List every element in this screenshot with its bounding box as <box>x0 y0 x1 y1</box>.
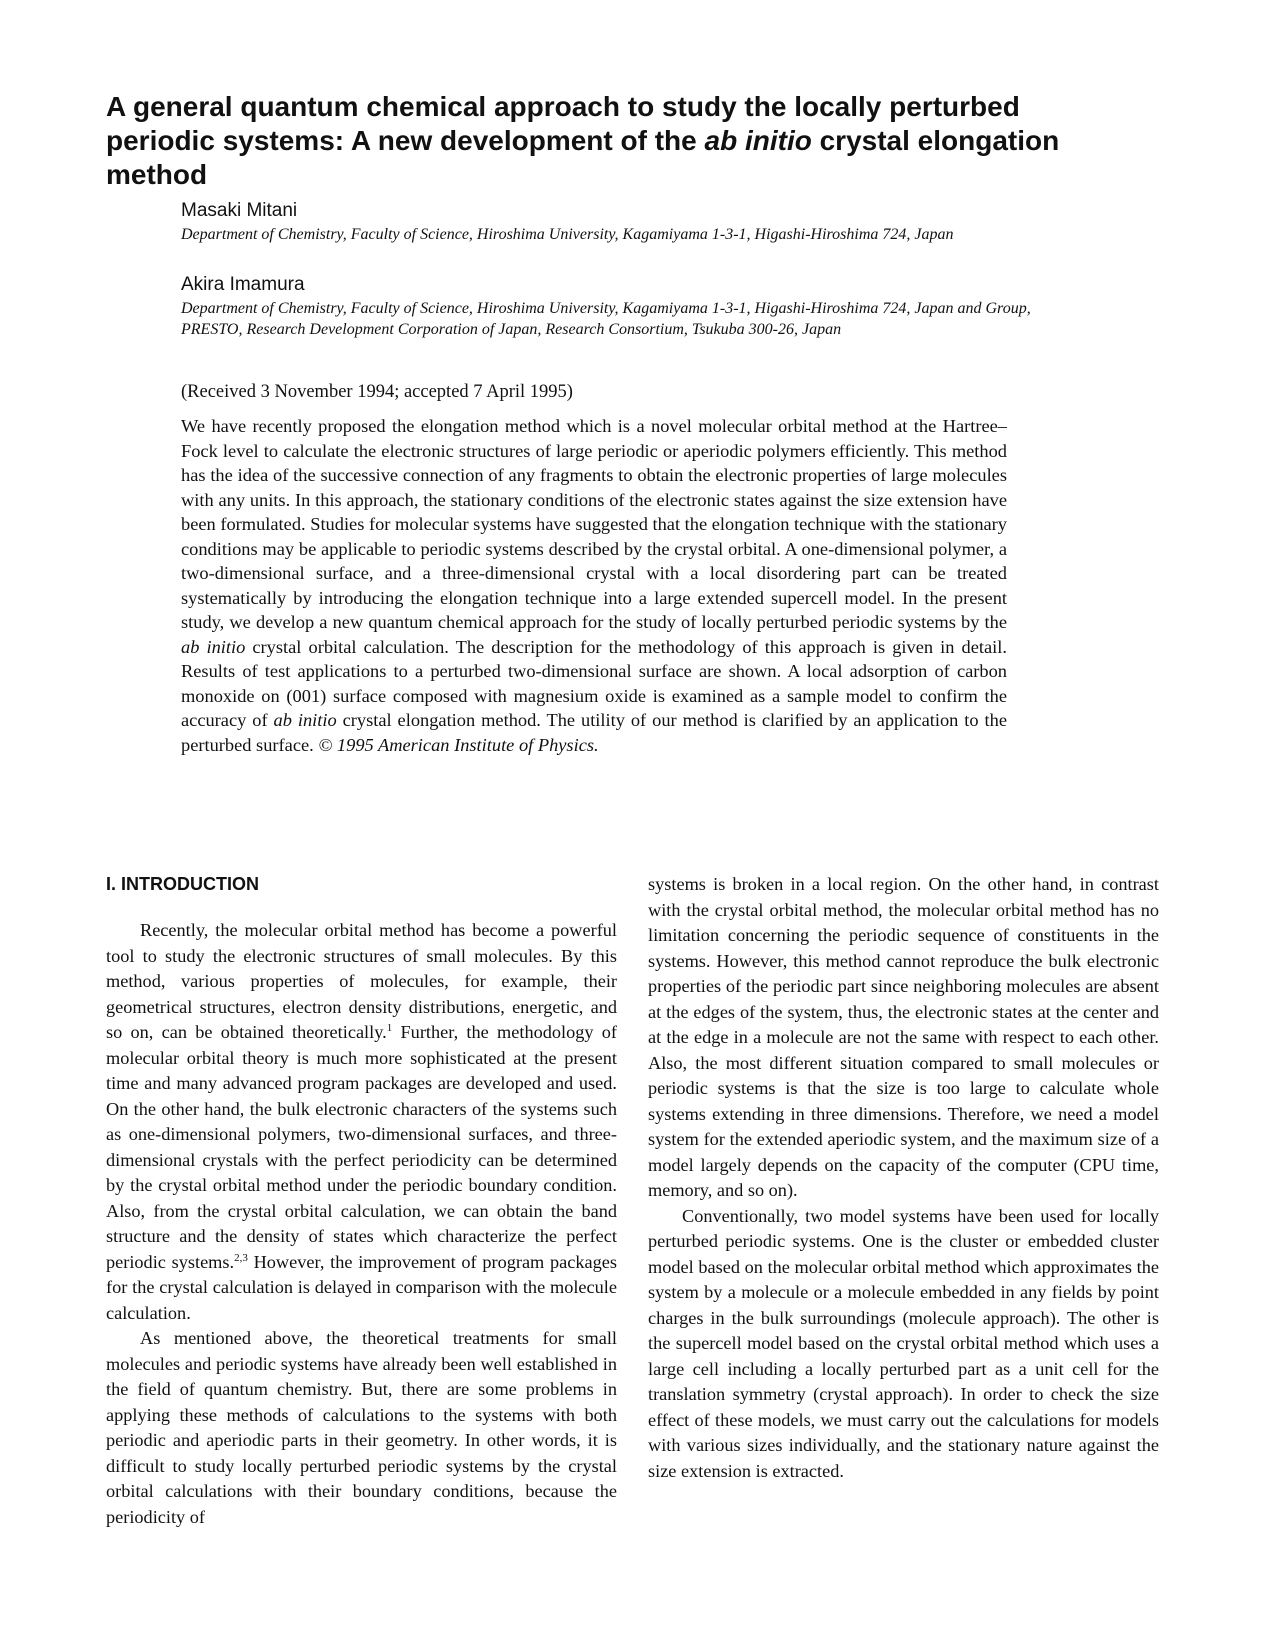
paragraph: systems is broken in a local region. On the other hand, in contrast with the crystal orbital method, the molecular orbital method has no limitation concerning the periodic sequence of constituents in the systems. However, this method cannot reproduce the bulk electronic properties of the periodic part since neighboring molecules are absent at the edges of the system, thus, the electronic states at the center and at the edge in a molecule are not the same with respect to each other. Also, the most different situation compared to small molecules or periodic systems is that the size is too large to calculate whole systems extending in three dimensions. Therefore, we need a model system for the extended aperiodic system, and the maximum size of a model largely depends on the capacity of the computer (CPU time, memory, and so on). <box>648 874 1159 1200</box>
author-block-1 <box>181 199 1041 246</box>
column-left <box>106 918 617 1530</box>
section-heading: I. INTRODUCTION <box>106 874 259 894</box>
received-dates: (Received 3 November 1994; accepted 7 April 1995) <box>181 382 573 402</box>
paragraph: Conventionally, two model systems have been used for locally perturbed periodic systems. One is the cluster or embedded cluster model based on the molecular orbital method which approximates the system by a molecule or a molecule embedded in any fields by point charges in the bulk surroundings (molecule approach). The other is the supercell model based on the crystal orbital method which uses a large cell including a locally perturbed part as a unit cell for the translation symmetry (crystal approach). In order to check the size effect of these models, we must carry out the calculations for models with various sizes individually, and the stationary nature against the size extension is extracted. <box>648 1205 1159 1481</box>
paragraph: Recently, the molecular orbital method has become a powerful tool to study the electronic structures of small molecules. By this method, various properties of molecules, for example, their geometrical structures, electron density distributions, energetic, and so on, can be obtained theoretically.$^1$ Further, the methodology of molecular orbital theory is much more sophisticated at the present time and many advanced program packages are developed and used. On the other hand, the bulk electronic characters of the systems such as one-dimensional polymers, two-dimensional surfaces, and three-dimensional crystals with the perfect periodicity can be determined by the crystal orbital method under the periodic boundary condition. Also, from the crystal orbital calculation, we can obtain the band structure and the density of states which characterize the perfect periodic systems.$^{2,3}$ However, the improvement of program packages for the crystal calculation is delayed in comparison with the molecule calculation. <box>106 920 617 1323</box>
author-name: Akira Imamura <box>181 274 305 295</box>
abstract: We have recently proposed the elongation method which is a novel molecular orbital method at the Hartree–Fock level to calculate the electronic structures of large periodic or aperiodic polymers efficiently. This method has the idea of the successive connection of any fragments to obtain the electronic properties of large molecules with any units. In this approach, the stationary conditions of the electronic states against the size extension have been formulated. Studies for molecular systems have suggested that the elongation technique with the stationary conditions may be applicable to periodic systems described by the crystal orbital. A one-dimensional polymer, a two-dimensional surface, and a three-dimensional crystal with a local disordering part can be treated systematically by introducing the elongation technique into a large extended supercell model. In the present study, we develop a new quantum chemical approach for the study of locally perturbed periodic systems by the ab initio crystal orbital calculation. The description for the methodology of this approach is given in detail. Results of test applications to a perturbed two-dimensional surface are shown. A local adsorption of carbon monoxide on (001) surface composed with magnesium oxide is examined as a sample model to confirm the accuracy of ab initio crystal elongation method. The utility of our method is clarified by an application to the perturbed surface. © 1995 American Institute of Physics. <box>181 416 1007 755</box>
paper-title: A general quantum chemical approach to study the locally perturbed periodic systems: A new development of the ab initio crystal elongation method <box>106 91 1060 190</box>
citation-ref: 2,3 <box>234 1251 248 1264</box>
citation-ref: 1 <box>386 1021 393 1034</box>
column-right <box>648 872 1159 1484</box>
author-block-2 <box>181 273 1041 340</box>
author-affiliation: Department of Chemistry, Faculty of Science, Hiroshima University, Kagamiyama 1-3-1, Higashi-Hiroshima 724, Japan <box>181 226 954 243</box>
title-italic: ab initio <box>704 125 812 156</box>
paragraph: As mentioned above, the theoretical treatments for small molecules and periodic systems have already been well established in the field of quantum chemistry. But, there are some problems in applying these methods of calculations to the systems with both periodic and aperiodic parts in their geometry. In other words, it is difficult to study locally perturbed periodic systems by the crystal orbital calculations with their boundary conditions, because the periodicity of <box>106 1328 617 1527</box>
author-name: Masaki Mitani <box>181 200 298 221</box>
copyright-notice: © 1995 American Institute of Physics. <box>318 734 599 755</box>
author-affiliation: Department of Chemistry, Faculty of Science, Hiroshima University, Kagamiyama 1-3-1, Higashi-Hiroshima 724, Japan and Group, PRESTO, Research Development Corporation of Japan, Research Consortium, Tsukuba 300-26, Japan <box>181 300 1031 338</box>
